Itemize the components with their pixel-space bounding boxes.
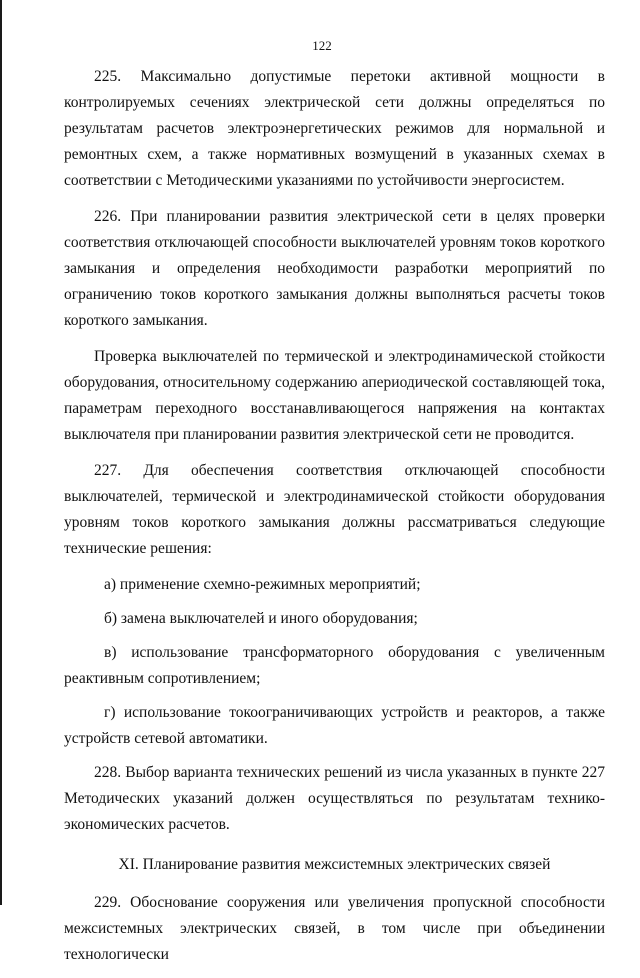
list-item-a: а) применение схемно-режимных мероприятий; <box>104 576 421 593</box>
list-item-b: б) замена выключателей и иного оборудования; <box>104 610 418 627</box>
paragraph-229: 229. Обоснование сооружения или увеличения пропускной способности межсистемных электрических связей, в том числе при объединении технологически <box>64 894 605 963</box>
document-body <box>64 64 605 978</box>
page-number: 122 <box>312 38 332 53</box>
section-heading: XI. Планирование развития межсистемных электрических связей <box>118 856 551 873</box>
paragraph-226: 226. При планировании развития электрической сети в целях проверки соответствия отключающей способности выключателей уровням токов короткого замыкания и определения необходимости разработки мероприятий по ограничению токов короткого замыкания должны выполняться расчеты токов короткого замыкания. <box>64 208 605 329</box>
list-item-g: г) использование токоограничивающих устройств и реакторов, а также устройств сетевой автоматики. <box>64 704 605 747</box>
list-item-v: в) использование трансформаторного оборудования с увеличенным реактивным сопротивлением; <box>64 644 605 687</box>
paragraph-225: 225. Максимально допустимые перетоки активной мощности в контролируемых сечениях электрической сети должны определяться по результатам расчетов электроэнергетических режимов для нормальной и ремонтных схем, а также нормативных возмущений в указанных схемах в соответствии с Методическими указаниями по устойчивости энергосистем. <box>64 68 605 189</box>
paragraph-226-check: Проверка выключателей по термической и электродинамической стойкости оборудования, относительному содержанию апериодической составляющей тока, параметрам переходного восстанавливающегося напряжения на контактах выключателя при планировании развития электрической сети не проводится. <box>64 348 605 443</box>
paragraph-228: 228. Выбор варианта технических решений из числа указанных в пункте 227 Методических указаний должен осуществляться по результатам технико-экономических расчетов. <box>64 764 605 833</box>
paragraph-227: 227. Для обеспечения соответствия отключающей способности выключателей, термической и электродинамической стойкости оборудования уровням токов короткого замыкания должны рассматриваться следующие технические решения: <box>64 462 605 557</box>
